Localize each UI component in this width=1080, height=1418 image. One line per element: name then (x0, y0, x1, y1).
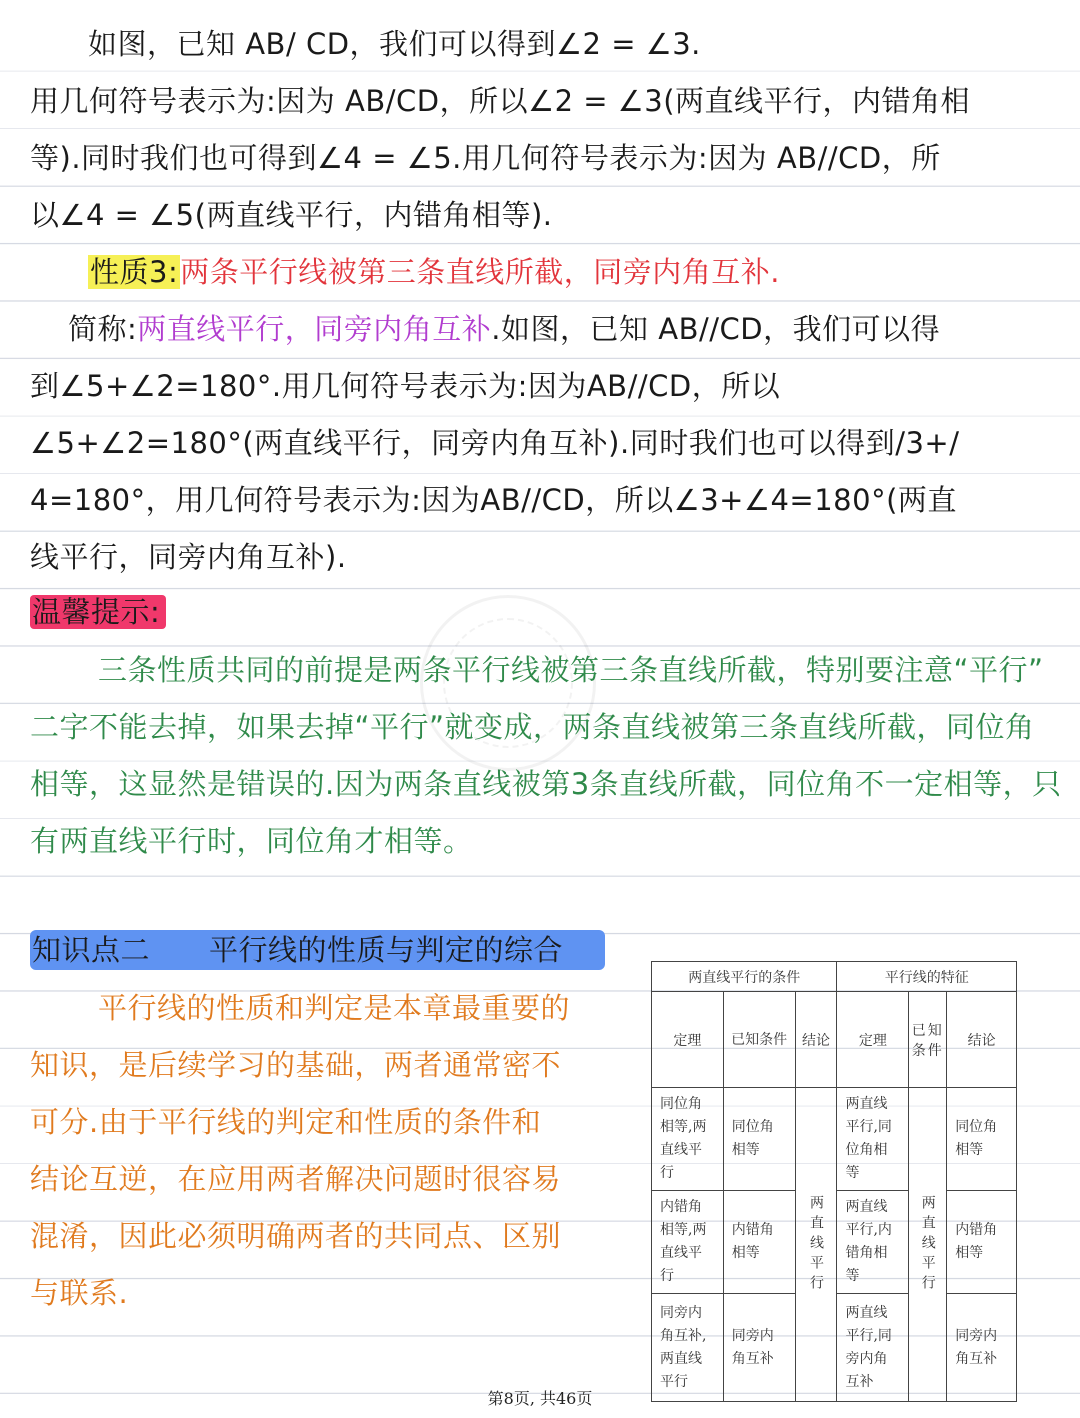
row1-theorem-left: 同位角相等,两直线平行 (652, 1088, 724, 1191)
para1-line1: 如图，已知 AB/ CD，我们可以得到∠2 = ∠3. (88, 27, 701, 61)
row1-theorem-right: 两直线平行,同位角相等 (837, 1088, 909, 1191)
para1-line3: 等).同时我们也可得到∠4 = ∠5.用几何符号表示为:因为 AB//CD，所 (30, 141, 941, 175)
knowledge2-line2: 知识，是后续学习的基础，两者通常密不 (30, 1048, 562, 1082)
known-right-merged: 两直线平行 (909, 1088, 947, 1402)
para1-line2: 用几何符号表示为:因为 AB/CD，所以∠2 = ∠3(两直线平行，内错角相 (30, 84, 971, 118)
row2-theorem-right: 两直线平行,内错角相等 (837, 1191, 909, 1294)
subheader-theorem-left: 定理 (652, 992, 724, 1088)
subheader-conclusion-left: 结论 (795, 992, 837, 1088)
para2-prefix: 简称: (68, 312, 138, 346)
tip-heading (30, 592, 1050, 632)
subheader-known-right: 已知条件 (909, 992, 947, 1088)
tip-line2: 二字不能去掉，如果去掉“平行”就变成，两条直线被第三条直线所截，同位角 (30, 710, 1035, 744)
property3-label: 性质3: (90, 255, 179, 289)
para2-line2: 到∠5+∠2=180°.用几何符号表示为:因为AB//CD，所以 (30, 369, 781, 403)
tip-line3: 相等，这显然是错误的.因为两条直线被第3条直线所截，同位角不一定相等，只 (30, 767, 1062, 801)
table-head-right: 平行线的特征 (837, 962, 1017, 992)
para2-line1-rest: .如图，已知 AB//CD，我们可以得 (491, 312, 941, 346)
knowledge2-title: 知识点二 平行线的性质与判定的综合 (30, 930, 605, 970)
knowledge2-line3: 可分.由于平行线的判定和性质的条件和 (30, 1105, 542, 1139)
tip-line4: 有两直线平行时，同位角才相等。 (30, 824, 473, 858)
para2-line1 (68, 309, 1050, 349)
comparison-table (651, 961, 1017, 1401)
tip-label: 温馨提示: (30, 595, 166, 629)
para2-line5: 线平行，同旁内角互补). (30, 540, 347, 574)
subheader-known-left: 已知条件 (723, 992, 795, 1088)
row3-conclusion-right: 同旁内角互补 (947, 1294, 1017, 1402)
property3-text: 两条平行线被第三条直线所截，同旁内角互补. (180, 255, 780, 289)
knowledge2-line1: 平行线的性质和判定是本章最重要的 (98, 991, 571, 1025)
table-head-left: 两直线平行的条件 (652, 962, 837, 992)
knowledge2-line5: 混淆，因此必须明确两者的共同点、区别 (30, 1219, 562, 1253)
knowledge2-line4: 结论互逆，在应用两者解决问题时很容易 (30, 1162, 562, 1196)
subheader-theorem-right: 定理 (837, 992, 909, 1088)
row3-theorem-left: 同旁内角互补,两直线平行 (652, 1294, 724, 1402)
page-footer: 第8页, 共46页 (487, 1389, 593, 1408)
row1-conclusion-right: 同位角相等 (947, 1088, 1017, 1191)
row2-conclusion-right: 内错角相等 (947, 1191, 1017, 1294)
para2-line3: ∠5+∠2=180°(两直线平行，同旁内角互补).同时我们也可以得到/3+/ (30, 426, 960, 460)
row2-known-left: 内错角相等 (723, 1191, 795, 1294)
row3-known-left: 同旁内角互补 (723, 1294, 795, 1402)
property3 (88, 252, 1050, 292)
subheader-conclusion-right: 结论 (947, 992, 1017, 1088)
row1-known-left: 同位角相等 (723, 1088, 795, 1191)
knowledge2-line6: 与联系. (30, 1276, 129, 1310)
row2-theorem-left: 内错角相等,两直线平行 (652, 1191, 724, 1294)
tip-line1: 三条性质共同的前提是两条平行线被第三条直线所截，特别要注意“平行” (98, 653, 1044, 687)
row3-theorem-right: 两直线平行,同旁内角互补 (837, 1294, 909, 1402)
para1-line4: 以∠4 = ∠5(两直线平行，内错角相等). (30, 198, 553, 232)
conclusion-left-merged: 两直线平行 (795, 1088, 837, 1402)
para2-short-name: 两直线平行，同旁内角互补 (137, 312, 492, 346)
para2-line4: 4=180°，用几何符号表示为:因为AB//CD，所以∠3+∠4=180°(两直 (30, 483, 957, 517)
